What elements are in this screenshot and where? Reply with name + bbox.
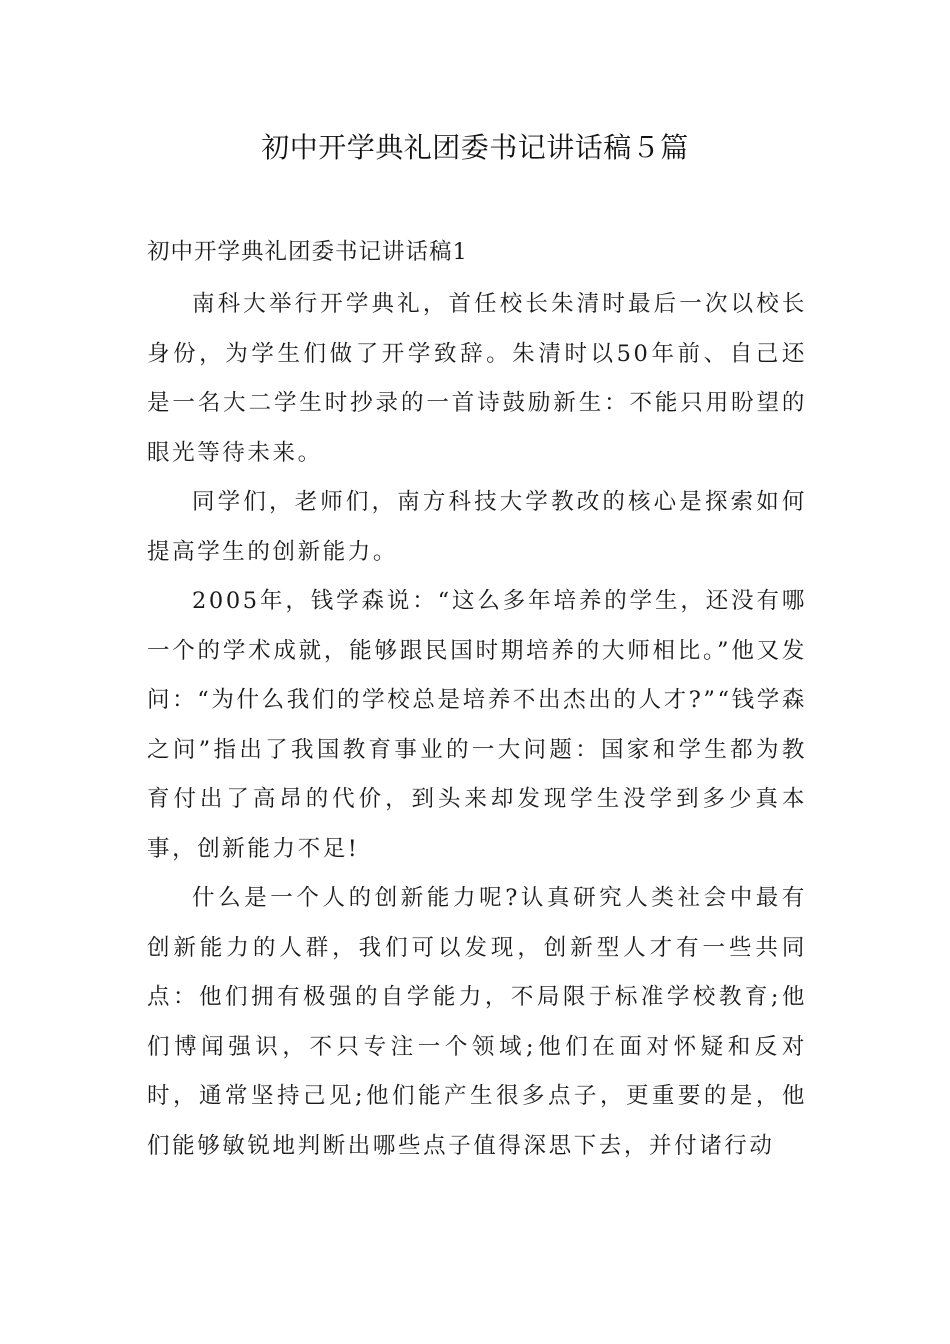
paragraph-2: 同学们，老师们，南方科技大学教改的核心是探索如何提高学生的创新能力。 bbox=[147, 489, 807, 565]
section-heading: 初中开学典礼团委书记讲话稿1 bbox=[147, 239, 468, 265]
paragraph-1: 南科大举行开学典礼，首任校长朱清时最后一次以校长身份，为学生们做了开学致辞。朱清时以50年前、自己还是一名大二学生时抄录的一首诗鼓励新生：不能只用盼望的眼光等待未来。 bbox=[147, 291, 807, 466]
paragraph-3: 2005年，钱学森说：“这么多年培养的学生，还没有哪一个的学术成就，能够跟民国时期培养的大师相比。”他又发问：“为什么我们的学校总是培养不出杰出的人才?”“钱学森之问”指出了我国教育事业的一大问题：国家和学生都为教育付出了高昂的代价，到头来却发现学生没学到多少真本事，创新能力不足! bbox=[147, 588, 807, 862]
document-title: 初中开学典礼团委书记讲话稿５篇 bbox=[261, 131, 689, 164]
paragraph-4: 什么是一个人的创新能力呢?认真研究人类社会中最有创新能力的人群，我们可以发现，创新型人才有一些共同点：他们拥有极强的自学能力，不局限于标准学校教育;他们博闻强识，不只专注一个领域;他们在面对怀疑和反对时，通常坚持己见;他们能产生很多点子，更重要的是，他们能够敏锐地判断出哪些点子值得深思下去，并付诸行动 bbox=[147, 885, 807, 1159]
document-body bbox=[147, 280, 807, 1171]
